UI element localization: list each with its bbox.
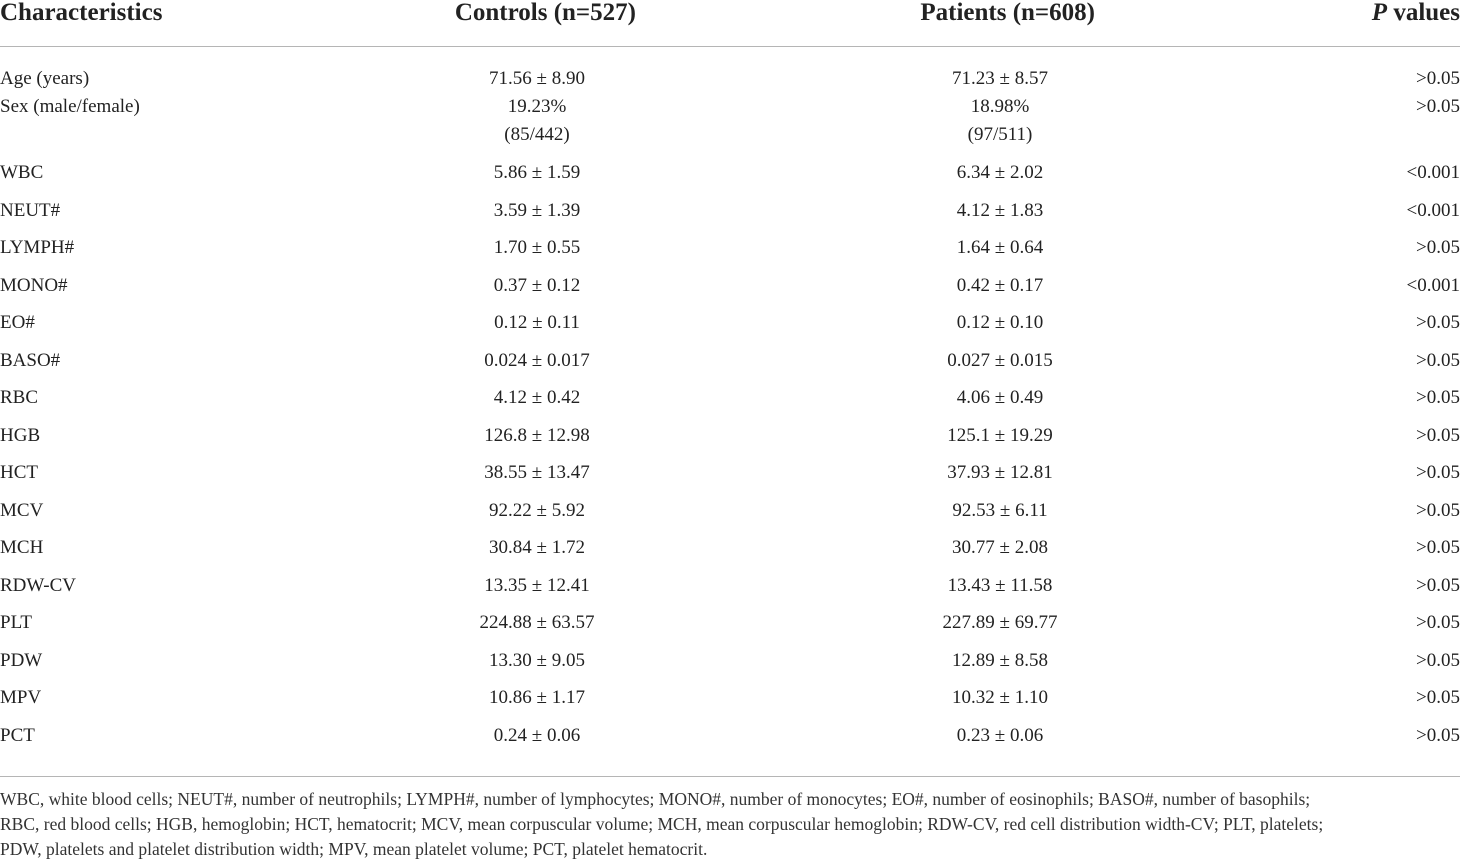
row-characteristic: PLT — [0, 612, 33, 633]
row-characteristic: EO# — [0, 312, 35, 333]
patients-primary: 71.23 ± 8.57 — [952, 68, 1048, 89]
row-controls-value — [360, 459, 715, 497]
row-p-value: >0.05 — [1416, 424, 1460, 446]
row-characteristic: Sex (male/female) — [0, 96, 140, 117]
row-characteristic: BASO# — [0, 349, 61, 371]
row-patients-value — [715, 309, 1285, 347]
patients-primary: 6.34 ± 2.02 — [956, 162, 1044, 183]
row-p-value: >0.05 — [1416, 724, 1460, 746]
row-controls-value — [360, 572, 715, 610]
row-p-value: >0.05 — [1416, 312, 1460, 333]
table-row — [0, 272, 1460, 310]
row-controls-value — [360, 534, 715, 572]
row-characteristic: MPV — [0, 687, 42, 708]
row-characteristic: HCT — [0, 462, 38, 483]
footnote-line-2: RBC, red blood cells; HGB, hemoglobin; HCT, hematocrit; MCV, mean corpuscular volume; MCH, mean corpuscular hemoglobin; RDW-CV, red cell distribution width-CV; PLT, platelets; — [0, 814, 1324, 834]
row-characteristic: WBC — [0, 162, 44, 183]
patients-primary: 227.89 ± 69.77 — [942, 612, 1058, 633]
patients-primary: 1.64 ± 0.64 — [956, 237, 1044, 258]
row-patients-value — [715, 422, 1285, 460]
table-row — [0, 384, 1460, 422]
table-footnote — [0, 776, 1460, 862]
row-patients-value — [715, 722, 1285, 760]
table-row — [0, 534, 1460, 572]
row-patients-value — [715, 497, 1285, 535]
row-p-value: >0.05 — [1416, 349, 1460, 371]
controls-primary: 224.88 ± 63.57 — [479, 612, 595, 633]
row-characteristic: MCH — [0, 537, 44, 558]
table-body — [0, 47, 1460, 760]
row-characteristic: Age (years) — [0, 68, 90, 89]
row-patients-value — [715, 347, 1285, 385]
row-characteristic: HGB — [0, 424, 41, 446]
controls-primary: 3.59 ± 1.39 — [493, 199, 581, 221]
header-patients — [715, 0, 1285, 47]
header-p-values — [1285, 0, 1460, 47]
controls-primary: 19.23% — [507, 96, 567, 117]
table-row — [0, 609, 1460, 647]
controls-primary: 1.70 ± 0.55 — [493, 237, 581, 258]
patients-primary: 0.12 ± 0.10 — [956, 312, 1044, 333]
row-patients-value — [715, 534, 1285, 572]
controls-secondary: (85/442) — [504, 124, 570, 145]
row-p-value: >0.05 — [1416, 612, 1460, 633]
row-controls-value — [360, 93, 715, 159]
patients-primary: 125.1 ± 19.29 — [947, 424, 1053, 446]
row-controls-value — [360, 159, 715, 197]
controls-primary: 0.24 ± 0.06 — [493, 724, 581, 746]
row-patients-value — [715, 47, 1285, 94]
row-controls-value — [360, 609, 715, 647]
row-p-value: >0.05 — [1416, 649, 1460, 671]
table-row — [0, 93, 1460, 159]
row-patients-value — [715, 272, 1285, 310]
header-controls — [360, 0, 715, 47]
controls-primary: 126.8 ± 12.98 — [484, 424, 590, 446]
controls-primary: 13.30 ± 9.05 — [489, 649, 585, 671]
row-controls-value — [360, 197, 715, 235]
header-p-rest: values — [1387, 0, 1460, 26]
row-characteristic: NEUT# — [0, 199, 61, 221]
row-controls-value — [360, 234, 715, 272]
patients-primary: 92.53 ± 6.11 — [952, 499, 1048, 521]
row-p-value: <0.001 — [1406, 162, 1460, 183]
row-controls-value — [360, 309, 715, 347]
patients-primary: 13.43 ± 11.58 — [947, 574, 1053, 596]
row-patients-value — [715, 197, 1285, 235]
controls-primary: 30.84 ± 1.72 — [489, 537, 585, 558]
table-row — [0, 647, 1460, 685]
table-row — [0, 497, 1460, 535]
table-row — [0, 572, 1460, 610]
row-p-value: >0.05 — [1416, 499, 1460, 521]
row-p-value: >0.05 — [1416, 462, 1460, 483]
table-row — [0, 422, 1460, 460]
controls-primary: 0.024 ± 0.017 — [484, 349, 590, 371]
row-p-value: <0.001 — [1406, 199, 1460, 221]
row-patients-value — [715, 572, 1285, 610]
controls-primary: 38.55 ± 13.47 — [484, 462, 590, 483]
patients-primary: 0.42 ± 0.17 — [956, 274, 1044, 296]
controls-primary: 0.37 ± 0.12 — [493, 274, 581, 296]
row-p-value: >0.05 — [1416, 237, 1460, 258]
table-row — [0, 197, 1460, 235]
patients-primary: 4.06 ± 0.49 — [956, 387, 1044, 408]
controls-primary: 0.12 ± 0.11 — [494, 312, 580, 333]
row-controls-value — [360, 47, 715, 94]
row-controls-value — [360, 684, 715, 722]
header-controls-label: Controls (n=527) — [454, 0, 636, 26]
patients-primary: 0.027 ± 0.015 — [947, 349, 1053, 371]
patients-primary: 4.12 ± 1.83 — [956, 199, 1044, 221]
row-characteristic: MCV — [0, 499, 44, 521]
row-characteristic: PCT — [0, 724, 35, 746]
patients-primary: 37.93 ± 12.81 — [947, 462, 1053, 483]
row-p-value: >0.05 — [1416, 96, 1460, 117]
row-p-value: >0.05 — [1416, 574, 1460, 596]
table-row — [0, 159, 1460, 197]
header-p-letter: P — [1371, 0, 1388, 26]
table-row — [0, 459, 1460, 497]
row-p-value: >0.05 — [1416, 687, 1460, 708]
controls-primary: 13.35 ± 12.41 — [484, 574, 590, 596]
controls-primary: 5.86 ± 1.59 — [493, 162, 581, 183]
row-p-value: <0.001 — [1406, 274, 1460, 296]
row-controls-value — [360, 497, 715, 535]
controls-primary: 10.86 ± 1.17 — [489, 687, 585, 708]
row-patients-value — [715, 647, 1285, 685]
header-patients-label: Patients (n=608) — [920, 0, 1095, 26]
row-controls-value — [360, 722, 715, 760]
footnote-line-3: PDW, platelets and platelet distribution width; MPV, mean platelet volume; PCT, platelet hematocrit. — [0, 839, 708, 859]
row-patients-value — [715, 609, 1285, 647]
row-controls-value — [360, 272, 715, 310]
row-controls-value — [360, 347, 715, 385]
row-patients-value — [715, 684, 1285, 722]
row-characteristic: RDW-CV — [0, 574, 76, 596]
row-controls-value — [360, 647, 715, 685]
row-characteristic: LYMPH# — [0, 237, 75, 258]
table-row — [0, 347, 1460, 385]
table-header-row — [0, 0, 1460, 47]
row-p-value: >0.05 — [1416, 68, 1460, 89]
patients-primary: 12.89 ± 8.58 — [952, 649, 1048, 671]
table-row — [0, 309, 1460, 347]
row-patients-value — [715, 459, 1285, 497]
controls-primary: 92.22 ± 5.92 — [489, 499, 585, 521]
row-patients-value — [715, 93, 1285, 159]
patients-primary: 18.98% — [970, 96, 1030, 117]
table-row — [0, 47, 1460, 94]
row-characteristic: PDW — [0, 649, 43, 671]
row-p-value: >0.05 — [1416, 387, 1460, 408]
patients-primary: 10.32 ± 1.10 — [952, 687, 1048, 708]
table-row — [0, 234, 1460, 272]
row-characteristic: RBC — [0, 387, 39, 408]
patients-primary: 0.23 ± 0.06 — [956, 724, 1044, 746]
row-patients-value — [715, 384, 1285, 422]
controls-primary: 71.56 ± 8.90 — [489, 68, 585, 89]
controls-primary: 4.12 ± 0.42 — [493, 387, 581, 408]
row-patients-value — [715, 234, 1285, 272]
table-row — [0, 684, 1460, 722]
row-characteristic: MONO# — [0, 274, 68, 296]
patients-secondary: (97/511) — [967, 124, 1033, 145]
row-p-value: >0.05 — [1416, 537, 1460, 558]
row-patients-value — [715, 159, 1285, 197]
header-characteristics: Characteristics — [0, 0, 360, 47]
row-controls-value — [360, 422, 715, 460]
row-controls-value — [360, 384, 715, 422]
patients-primary: 30.77 ± 2.08 — [952, 537, 1048, 558]
footnote-line-1: WBC, white blood cells; NEUT#, number of neutrophils; LYMPH#, number of lymphocytes; MONO#, number of monocytes; EO#, number of eosinophils; BASO#, number of basophils; — [0, 789, 1311, 809]
table-row — [0, 722, 1460, 760]
